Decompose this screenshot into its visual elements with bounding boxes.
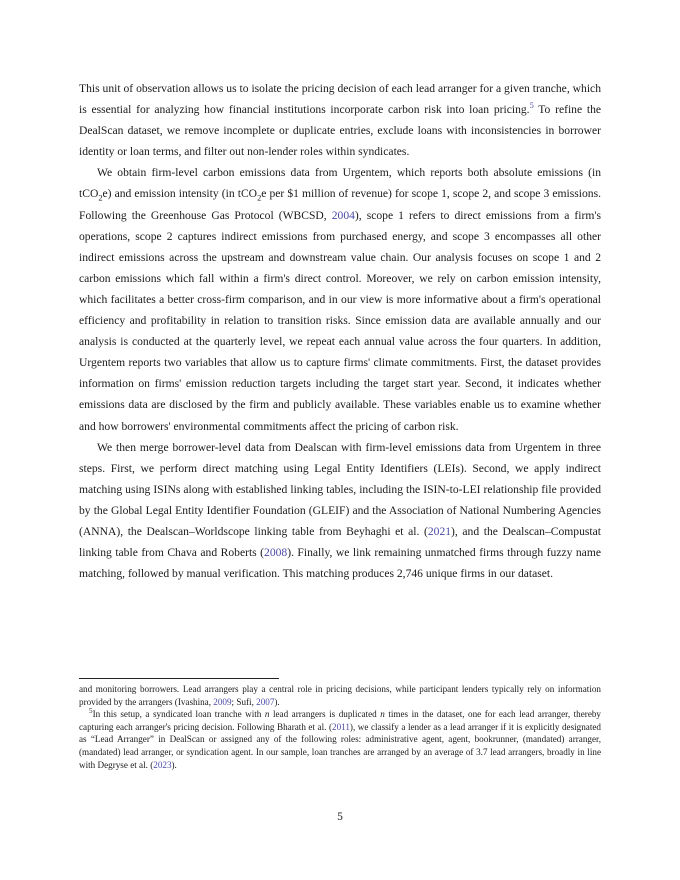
paragraph-1 [79, 78, 601, 162]
paragraph-2 [79, 162, 601, 436]
citation-wbcsd-2004[interactable]: 2004 [331, 208, 355, 222]
footnote-5 [79, 708, 601, 771]
paragraph-2-text-d: ), scope 1 refers to direct emissions from a firm's operations, scope 2 captures indirect emissions from purchased energy, and scope 3 encompasses all other indirect emissions across the upstream and downstream value chain. Our analysis focuses on scope 1 and 2 carbon emissions which fall within a firm's direct control. Moreover, we rely on carbon emission intensity, which facilitates a better cross-firm comparison, and in our view is more informative about a firm's operational efficiency and profitability in relation to transition risks. Since emission data are available annually and our analysis is conducted at the quarterly level, we repeat each annual value across the four quarters. In addition, Urgentem reports two variables that allow us to capture firms' climate commitments. First, the dataset provides information on firms' emission reduction targets including the target start year. Second, it indicates whether emissions data are disclosed by the firm and publicly available. These variables enable us to examine whether and how borrowers' environmental commitments affect the pricing of carbon risk. [79, 208, 601, 433]
body-text-block [79, 78, 601, 584]
paragraph-3-text-c: ). Finally, we link remaining unmatched firms through fuzzy name matching, followed by manual verification. This matching produces 2,746 unique firms in our dataset. [79, 546, 601, 581]
citation-bharath-2011[interactable]: 2011 [332, 721, 350, 732]
subscript-two-second: 2 [257, 193, 262, 203]
citation-chava-roberts-2008[interactable]: 2008 [264, 546, 288, 560]
footnote-number-5: 5 [89, 707, 93, 716]
page-number: 5 [337, 811, 343, 823]
citation-sufi-2007[interactable]: 2007 [256, 696, 275, 707]
citation-beyhaghi-2021[interactable]: 2021 [427, 524, 452, 538]
footnote-5-text-b: lead arrangers is duplicated [269, 709, 381, 720]
citation-ivashina-2009[interactable]: 2009 [213, 696, 232, 707]
paragraph-1-text-b: To refine the DealScan dataset, we remove incomplete or duplicate entries, exclude loans with inconsistencies in borrower identity or loan terms, and filter out non-lender roles within syndicates. [79, 103, 602, 159]
footnote-marker-5[interactable]: 5 [529, 101, 534, 111]
paragraph-2-text-b: e) and emission intensity (in tCO [102, 187, 258, 201]
footnote-block [79, 678, 601, 771]
paragraph-3-text-b: ), and the Dealscan–Compustat linking table from Chava and Roberts ( [79, 524, 601, 560]
footnote-continued [79, 683, 601, 708]
footnote-5-text-c: times in the dataset, one for each lead arranger, thereby capturing each arranger's pricing decision. Following Bharath et al. ( [79, 709, 601, 732]
paragraph-3 [79, 437, 601, 585]
footnote-5-italic-n-first: n [264, 709, 270, 720]
paragraph-2-text-c: e per $1 million of revenue) for scope 1, scope 2, and scope 3 emissions. Following the Greenhouse Gas Protocol (WBCSD, [79, 187, 601, 222]
footnote-continued-text-b: ; Sufi, [231, 696, 257, 707]
subscript-two-first: 2 [98, 193, 103, 203]
citation-degryse-2023[interactable]: 2023 [153, 759, 172, 770]
paragraph-2-text-a: We obtain firm-level carbon emissions data from Urgentem, which reports both absolute emissions (in tCO [79, 166, 601, 201]
paragraph-3-text-a: We then merge borrower-level data from Dealscan with firm-level emissions data from Urgentem in three steps. First, we perform direct matching using Legal Entity Identifiers (LEIs). Second, we apply indirect matching using ISINs along with established linking tables, including the ISIN-to-LEI relationship file provided by the Global Legal Entity Identifier Foundation (GLEIF) and the Association of National Numbering Agencies (ANNA), the Dealscan–Worldscope linking table from Beyhaghi et al. ( [79, 440, 601, 538]
footnote-5-text-d: ), we classify a lender as a lead arranger if it is explicitly designated as “Lead Arranger” in DealScan or assigned any of the following roles: administrative agent, agent, bookrunner, (mandated) arranger, (mandated) lead arranger, or syndication agent. In our sample, loan tranches are arranged by an average of 3.7 lead arrangers, broadly in line with Degryse et al. ( [79, 721, 601, 770]
paragraph-1-text-a: This unit of observation allows us to isolate the pricing decision of each lead arranger for a given tranche, which is essential for analyzing how financial institutions incorporate carbon risk into loan pricing. [79, 82, 601, 117]
footnote-5-italic-n-second: n [380, 709, 385, 720]
footnote-5-text-e: ). [171, 759, 177, 770]
footnote-continued-text-c: ). [274, 696, 280, 707]
footnote-separator-rule [79, 678, 279, 679]
footnote-continued-text-a: and monitoring borrowers. Lead arrangers play a central role in pricing decisions, while participant lenders typically rely on information provided by the arrangers (Ivashina, [79, 684, 601, 707]
footnote-5-text-a: In this setup, a syndicated loan tranche with [92, 709, 265, 720]
